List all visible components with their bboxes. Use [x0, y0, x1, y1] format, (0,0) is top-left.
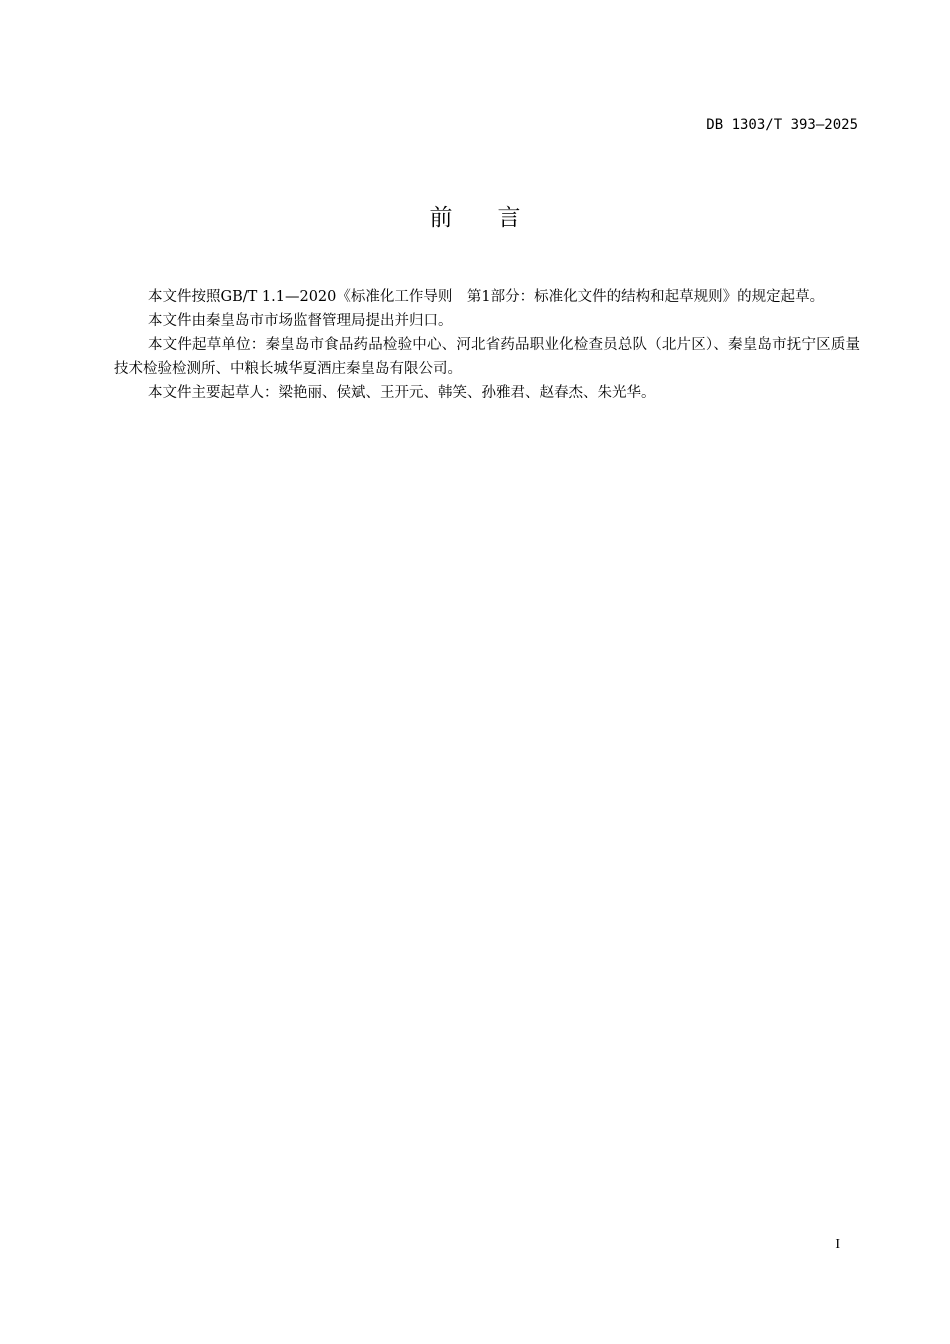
paragraph-drafting-rules: 本文件按照GB/T 1.1—2020《标准化工作导则 第1部分：标准化文件的结构和起草规则》的规定起草。: [148, 289, 825, 305]
document-code: DB 1303/T 393—2025: [706, 117, 858, 133]
page-number: I: [835, 1237, 840, 1252]
paragraph-drafting-units: 本文件起草单位：秦皇岛市食品药品检验中心、河北省药品职业化检查员总队（北片区）、秦皇岛市抚宁区质量技术检验检测所、中粮长城华夏酒庄秦皇岛有限公司。: [114, 337, 860, 377]
paragraph-drafters: 本文件主要起草人：梁艳丽、侯斌、王开元、韩笑、孙雅君、赵春杰、朱光华。: [148, 385, 656, 401]
page-title: 前言: [429, 205, 566, 231]
paragraph-proposer: 本文件由秦皇岛市市场监督管理局提出并归口。: [148, 313, 453, 329]
foreword-body: [114, 285, 860, 405]
